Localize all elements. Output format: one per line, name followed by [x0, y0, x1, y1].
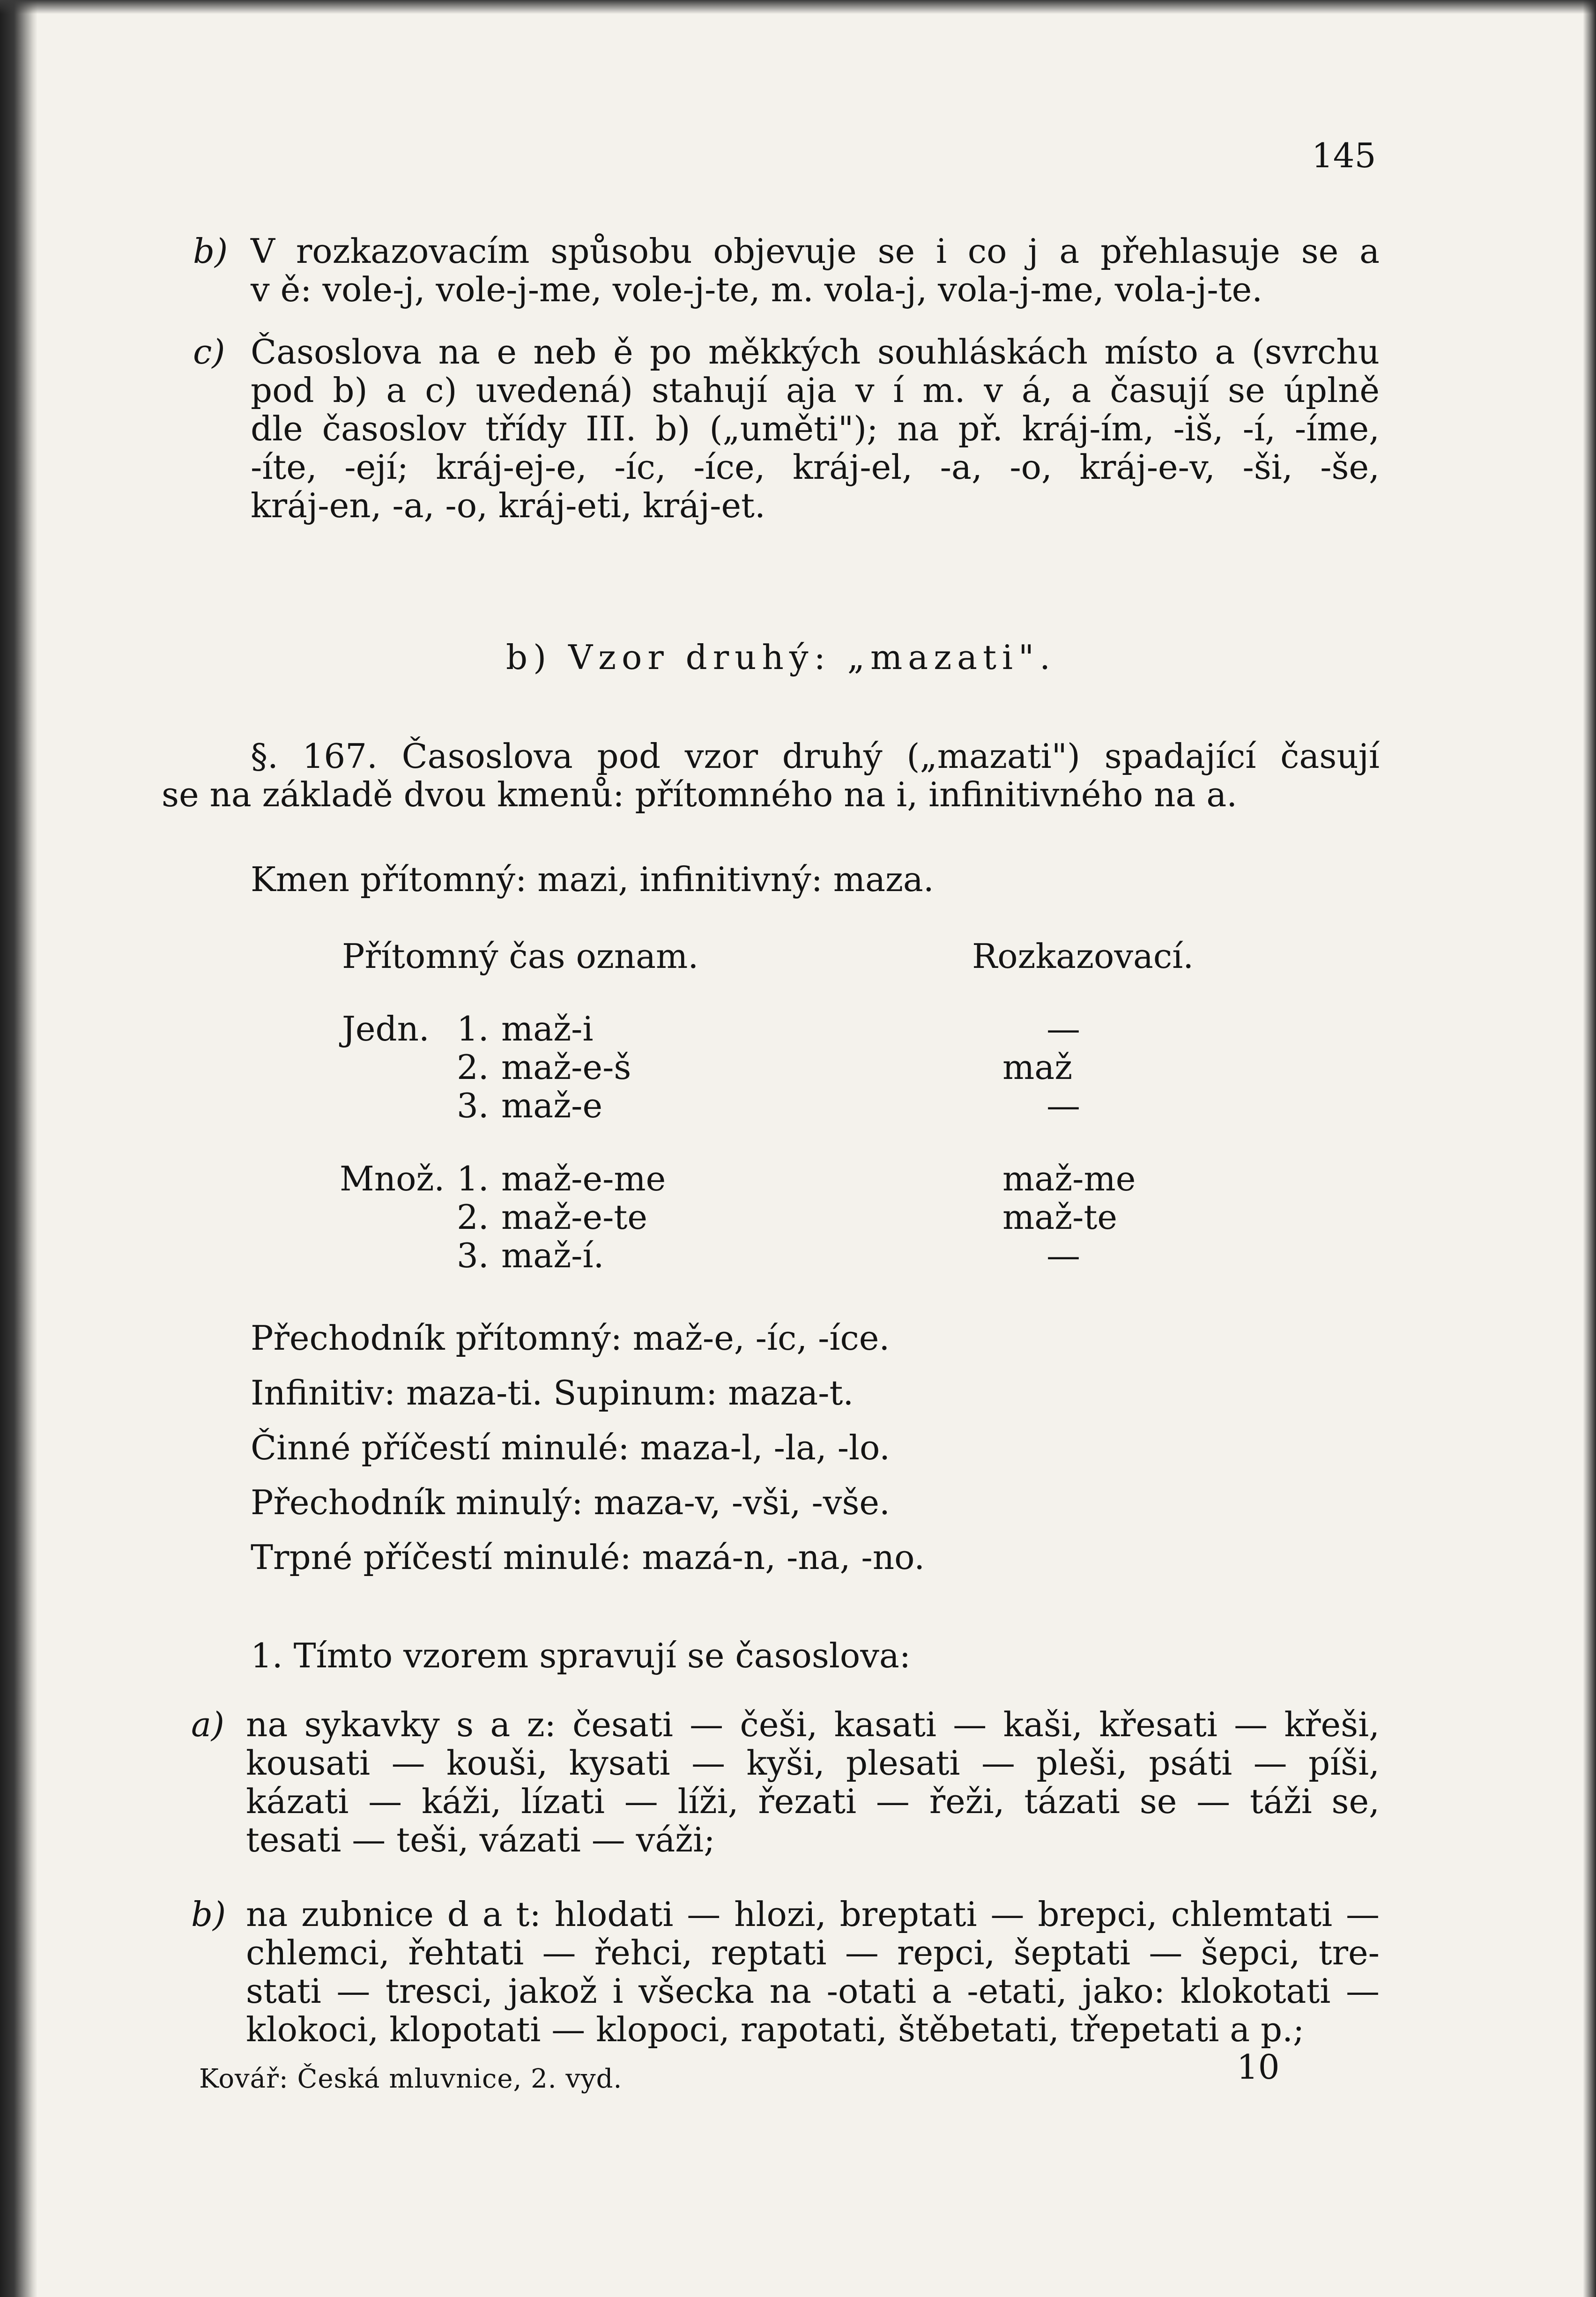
list-a-label: a) [191, 1705, 225, 1744]
list-b-line-1: na zubnice d a t: hlodati — hlozi, breptati — brepci, chlemtati — [246, 1895, 1380, 1934]
section-subheading: b) Vzor druhý: „mazati". [506, 638, 1056, 677]
table-row-num: 3. [457, 1086, 489, 1125]
para-b-line-2: v ě: vole-j, vole-j-me, vole-j-te, m. vola-j, vola-j-me, vola-j-te. [251, 270, 1263, 309]
table-row-imperative: maž-me [1002, 1159, 1136, 1198]
list-a-line-1: na sykavky s a z: česati — češi, kasati — kaši, křesati — křeši, [246, 1705, 1380, 1744]
section-167-line-2: se na základě dvou kmenů: přítomného na i, infinitivného na a. [162, 775, 1238, 814]
table-row-form: maž-í. [501, 1236, 604, 1275]
table-row-num: 1. [457, 1159, 489, 1198]
form-line: Infinitiv: maza-ti. Supinum: maza-t. [251, 1373, 854, 1412]
para-c-line-2: pod b) a c) uvedená) stahují aja v í m. v á, a časují se úplně [251, 371, 1380, 410]
table-row-imperative: maž-te [1002, 1197, 1118, 1237]
table-row-imperative: — [1047, 1009, 1080, 1048]
list-b-label: b) [191, 1895, 226, 1934]
list-b-line-3: stati — tresci, jakož i všecka na -otati a -etati, jako: klokotati — [246, 1971, 1380, 2011]
table-row-imperative: — [1047, 1236, 1080, 1275]
form-line: Přechodník minulý: maza-v, -vši, -vše. [251, 1483, 890, 1522]
form-line: Přechodník přítomný: maž-e, -íc, -íce. [251, 1318, 890, 1358]
table-group-singular: Jedn. [342, 1009, 430, 1048]
form-line: Trpné příčestí minulé: mazá-n, -na, -no. [251, 1538, 925, 1577]
table-row-num: 2. [457, 1197, 489, 1237]
section-167-line-1: §. 167. Časoslova pod vzor druhý („mazati") spadající časují [251, 736, 1380, 776]
table-row-form: maž-e-š [501, 1048, 631, 1087]
table-row-imperative: — [1047, 1086, 1080, 1125]
scan-edge-right [1583, 0, 1596, 2297]
scan-edge-top [0, 0, 1596, 14]
para-c-label: c) [193, 332, 225, 372]
table-row-imperative: maž [1002, 1048, 1073, 1087]
para-c-line-1: Časoslova na e neb ě po měkkých souhláskách místo a (svrchu [251, 332, 1380, 372]
footer-citation: Kovář: Česká mluvnice, 2. vyd. [199, 2064, 623, 2094]
table-group-plural: Množ. [340, 1159, 445, 1198]
table-row-num: 2. [457, 1048, 489, 1087]
table-row-num: 3. [457, 1236, 489, 1275]
table-header-imperative: Rozkazovací. [972, 937, 1194, 976]
table-row-form: maž-e [501, 1086, 603, 1125]
kmen-line: Kmen přítomný: mazi, infinitivný: maza. [251, 860, 934, 899]
list-b-line-2: chlemci, řehtati — řehci, reptati — repci, šeptati — šepci, tre- [246, 1933, 1380, 1972]
list-a-line-2: kousati — kouši, kysati — kyši, plesati — pleši, psáti — píši, [246, 1743, 1380, 1783]
table-row-form: maž-e-te [501, 1197, 647, 1237]
list-b-line-4: klokoci, klopotati — klopoci, rapotati, štěbetati, třepetati a p.; [246, 2010, 1305, 2049]
para-b-line-1: V rozkazovacím spůsobu objevuje se i co j a přehlasuje se a [251, 231, 1380, 271]
table-row-num: 1. [457, 1009, 489, 1048]
intro-1: 1. Tímto vzorem spravují se časoslova: [251, 1636, 911, 1675]
table-row-form: maž-i [501, 1009, 594, 1048]
list-a-line-4: tesati — teši, vázati — váži; [246, 1820, 715, 1859]
list-a-line-3: kázati — káži, lízati — líži, řezati — řeži, tázati se — táži se, [246, 1782, 1380, 1821]
para-c-line-5: kráj-en, -a, -o, kráj-eti, kráj-et. [251, 486, 765, 525]
form-line: Činné příčestí minulé: maza-l, -la, -lo. [251, 1428, 891, 1467]
page-number: 145 [1312, 136, 1376, 175]
para-b-label: b) [193, 231, 228, 271]
para-c-line-4: -íte, -ejí; kráj-ej-e, -íc, -íce, kráj-el, -a, -o, kráj-e-v, -ši, -še, [251, 447, 1380, 487]
table-row-form: maž-e-me [501, 1159, 666, 1198]
signature-mark: 10 [1237, 2047, 1280, 2087]
scan-edge-left [0, 0, 37, 2297]
table-header-present: Přítomný čas oznam. [342, 937, 699, 976]
para-c-line-3: dle časoslov třídy III. b) („uměti"); na př. kráj-ím, -iš, -í, -íme, [251, 409, 1380, 448]
